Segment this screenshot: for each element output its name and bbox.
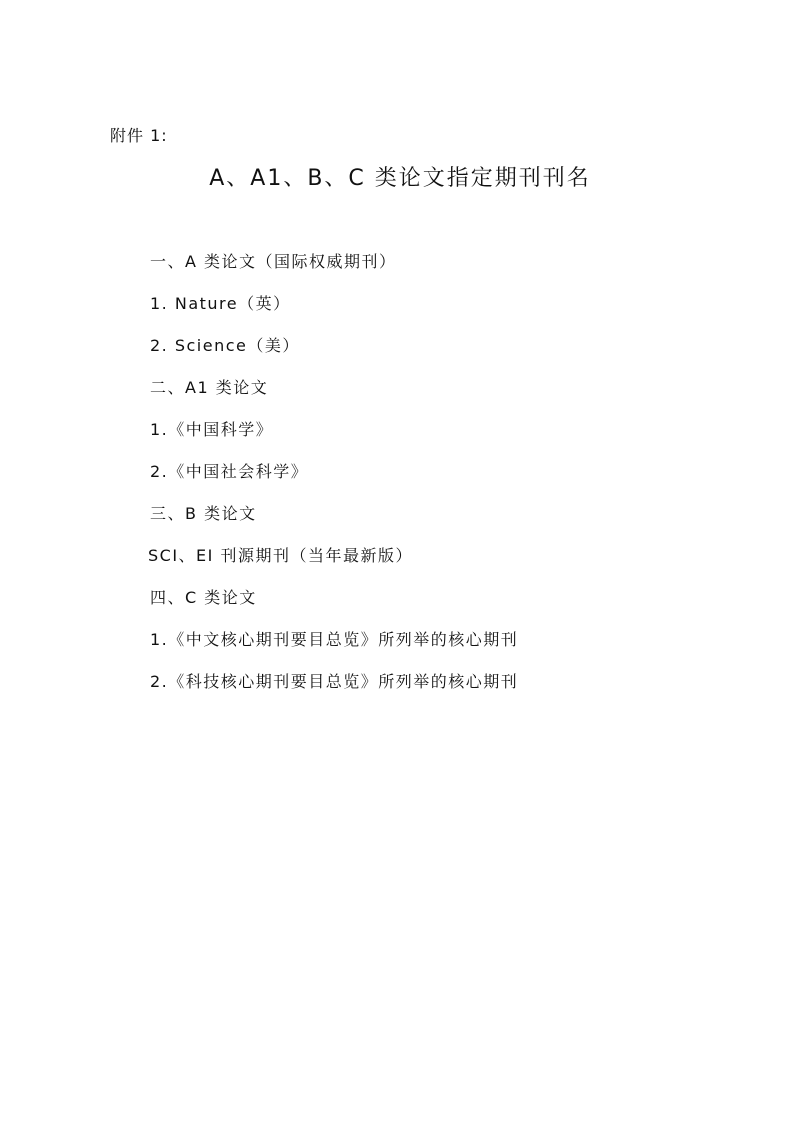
section-a-heading: 一、A 类论文（国际权威期刊）: [150, 252, 397, 271]
list-item: SCI、EI 刊源期刊（当年最新版）: [148, 546, 413, 565]
list-item: 1.《中国科学》: [150, 420, 274, 439]
list-item: 2.《中国社会科学》: [150, 462, 309, 481]
document-title: A、A1、B、C 类论文指定期刊刊名: [209, 166, 591, 191]
list-item: 1.《中文核心期刊要目总览》所列举的核心期刊: [150, 630, 519, 649]
section-c-heading: 四、C 类论文: [150, 588, 257, 607]
section-a1-heading: 二、A1 类论文: [150, 378, 269, 397]
section-b-heading: 三、B 类论文: [150, 504, 257, 523]
attachment-label: 附件 1:: [110, 126, 168, 145]
list-item: 2.《科技核心期刊要目总览》所列举的核心期刊: [150, 672, 519, 691]
list-item: 2. Science（美）: [150, 336, 300, 355]
list-item: 1. Nature（英）: [150, 294, 291, 313]
